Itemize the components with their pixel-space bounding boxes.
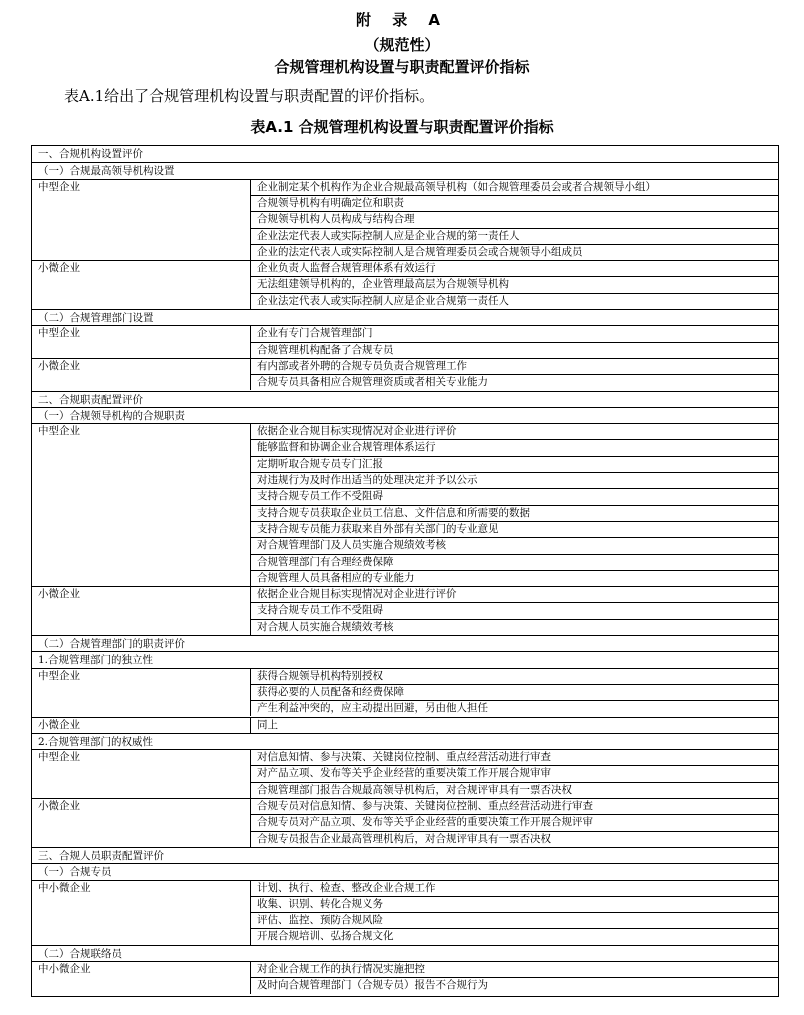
indicator-text: 合规领导机构有明确定位和职责 [257, 196, 404, 209]
enterprise-category: 小微企业 [38, 359, 80, 372]
section-heading: 1.合规管理部门的独立性 [32, 651, 778, 667]
indicator-text: 支持合规专员获取企业员工信息、文件信息和所需要的数据 [257, 506, 530, 519]
table-row [32, 423, 778, 439]
section-heading: （一）合规专员 [32, 863, 778, 879]
section-heading: 2.合规管理部门的权威性 [32, 733, 778, 749]
indicator-text: 合规专员对信息知情、参与决策、关键岗位控制、重点经营活动进行审查 [257, 800, 593, 812]
table-row [32, 831, 778, 847]
indicator-text: 合规专员报告企业最高管理机构后，对合规评审具有一票否决权 [257, 832, 551, 845]
enterprise-category: 小微企业 [38, 588, 80, 601]
indicator-text: 支持合规专员能力获取来自外部有关部门的专业意见 [257, 522, 499, 535]
table-row [32, 977, 778, 993]
indicator-text: 企业负责人监督合规管理体系有效运行 [257, 262, 436, 275]
table-row [32, 456, 778, 472]
indicator-text: 计划、执行、检查、整改企业合规工作 [257, 881, 436, 894]
section-heading: 一、合规机构设置评价 [38, 148, 143, 160]
table-row [32, 228, 778, 244]
intro-paragraph: 表A.1给出了合规管理机构设置与职责配置的评价指标。 [64, 87, 435, 105]
indicator-text: 合规专员对产品立项、发布等关乎企业经营的重要决策工作开展合规评审 [257, 816, 593, 829]
table-row [32, 505, 778, 521]
table-row [32, 521, 778, 537]
table-row [32, 684, 778, 700]
table-row [32, 537, 778, 553]
indicator-text: 合规管理部门报告合规最高领导机构后，对合规评审具有一票否决权 [257, 783, 572, 796]
normative-label: （规范性） [364, 36, 440, 54]
indicator-text: 对合规人员实施合规绩效考核 [257, 620, 394, 633]
indicator-text: 产生利益冲突的，应主动提出回避，另由他人担任 [257, 702, 488, 715]
table-row [32, 668, 778, 684]
table-row [32, 211, 778, 227]
indicator-text: 定期听取合规专员专门汇报 [257, 457, 383, 470]
enterprise-category: 中型企业 [38, 751, 80, 764]
table-row [32, 717, 778, 733]
indicator-text: 企业制定某个机构作为企业合规最高领导机构（如合规管理委员会或者合规领导小组） [257, 180, 656, 193]
table-caption: 表A.1 合规管理机构设置与职责配置评价指标 [250, 118, 554, 136]
table-row [32, 619, 778, 635]
table-row [32, 814, 778, 830]
column-divider [250, 749, 251, 798]
indicator-text: 支持合规专员工作不受阻碍 [257, 490, 383, 503]
indicator-text: 有内部或者外聘的合规专员负责合规管理工作 [257, 359, 467, 372]
table-row [32, 586, 778, 602]
enterprise-category: 中型企业 [38, 327, 80, 340]
table-row [32, 880, 778, 896]
table-row [32, 700, 778, 716]
indicator-text: 开展合规培训、弘扬合规文化 [257, 930, 394, 943]
table-row [32, 798, 778, 814]
column-divider [250, 668, 251, 717]
section-heading: 二、合规职责配置评价 [32, 391, 778, 407]
indicator-text: 同上 [257, 718, 278, 731]
indicator-text: 对合规管理部门及人员实施合规绩效考核 [257, 539, 446, 552]
indicator-text: 企业的法定代表人或实际控制人是合规管理委员会或合规领导小组成员 [257, 245, 583, 258]
column-divider [250, 880, 251, 945]
evaluation-table [31, 145, 779, 997]
enterprise-category: 小微企业 [38, 718, 80, 731]
column-divider [250, 358, 251, 391]
table-row [32, 928, 778, 944]
indicator-text: 企业法定代表人或实际控制人应是企业合规第一责任人 [257, 294, 509, 307]
section-heading: 三、合规人员职责配置评价 [32, 847, 778, 863]
section-heading: （一）合规领导机构的合规职责 [32, 407, 778, 423]
appendix-label: 附 录 A [355, 11, 449, 29]
indicator-text: 依据企业合规目标实现情况对企业进行评价 [257, 425, 457, 438]
indicator-text: 支持合规专员工作不受阻碍 [257, 604, 383, 617]
column-divider [250, 717, 251, 733]
indicator-text: 及时向合规管理部门（合规专员）报告不合规行为 [257, 979, 488, 992]
indicator-text: 获得必要的人员配备和经费保障 [257, 685, 404, 698]
section-heading: （二）合规联络员 [32, 945, 778, 961]
table-row [32, 554, 778, 570]
section-heading: （一）合规最高领导机构设置 [32, 162, 778, 178]
table-row [32, 276, 778, 292]
table-row [32, 244, 778, 260]
column-divider [250, 586, 251, 635]
enterprise-category: 中型企业 [38, 425, 80, 438]
enterprise-category: 小微企业 [38, 262, 80, 275]
indicator-text: 合规管理部门有合理经费保障 [257, 555, 394, 568]
enterprise-category: 中型企业 [38, 669, 80, 682]
indicator-text: 对违规行为及时作出适当的处理决定并予以公示 [257, 474, 478, 486]
indicator-text: 对信息知情、参与决策、关键岗位控制、重点经营活动进行审查 [257, 751, 551, 764]
table-row [32, 912, 778, 928]
section-heading: （二）合规管理部门设置 [32, 309, 778, 325]
indicator-text: 企业有专门合规管理部门 [257, 327, 373, 340]
table-row [32, 765, 778, 781]
table-row [32, 488, 778, 504]
table-row [32, 342, 778, 358]
column-divider [250, 961, 251, 994]
column-divider [250, 423, 251, 586]
column-divider [250, 325, 251, 358]
indicator-text: 合规专员具备相应合规管理资质或者相关专业能力 [257, 376, 488, 389]
indicator-text: 依据企业合规目标实现情况对企业进行评价 [257, 588, 457, 601]
indicator-text: 获得合规领导机构特别授权 [257, 669, 383, 682]
table-row [32, 358, 778, 374]
table-row [32, 570, 778, 586]
indicator-text: 评估、监控、预防合规风险 [257, 914, 383, 927]
table-row [32, 439, 778, 455]
table-row [32, 896, 778, 912]
table-row [32, 325, 778, 341]
column-divider [250, 798, 251, 847]
table-row [32, 260, 778, 276]
section-heading: （二）合规管理部门的职责评价 [32, 635, 778, 651]
indicator-text: 对产品立项、发布等关乎企业经营的重要决策工作开展合规审审 [257, 767, 551, 780]
indicator-text: 无法组建领导机构的，企业管理最高层为合规领导机构 [257, 278, 509, 291]
table-row [32, 293, 778, 309]
indicator-text: 合规领导机构人员构成与结构合理 [257, 213, 415, 226]
table-row [32, 749, 778, 765]
indicator-text: 对企业合规工作的执行情况实施把控 [257, 963, 425, 975]
enterprise-category: 中型企业 [38, 180, 80, 193]
table-row [32, 179, 778, 195]
indicator-text: 合规管理机构配备了合规专员 [257, 343, 394, 356]
enterprise-category: 中小微企业 [38, 881, 91, 894]
enterprise-category: 中小微企业 [38, 963, 91, 975]
table-row [32, 472, 778, 488]
table-row [32, 961, 778, 977]
table-row [32, 602, 778, 618]
table-row [32, 782, 778, 798]
table-row [32, 374, 778, 390]
indicator-text: 企业法定代表人或实际控制人应是企业合规的第一责任人 [257, 229, 520, 242]
enterprise-category: 小微企业 [38, 800, 80, 812]
indicator-text: 合规管理人员具备相应的专业能力 [257, 571, 415, 584]
indicator-text: 能够监督和协调企业合规管理体系运行 [257, 441, 436, 454]
appendix-title: 合规管理机构设置与职责配置评价指标 [274, 58, 530, 76]
indicator-text: 收集、识别、转化合规义务 [257, 897, 383, 910]
column-divider [250, 179, 251, 261]
table-row [32, 195, 778, 211]
column-divider [250, 260, 251, 309]
